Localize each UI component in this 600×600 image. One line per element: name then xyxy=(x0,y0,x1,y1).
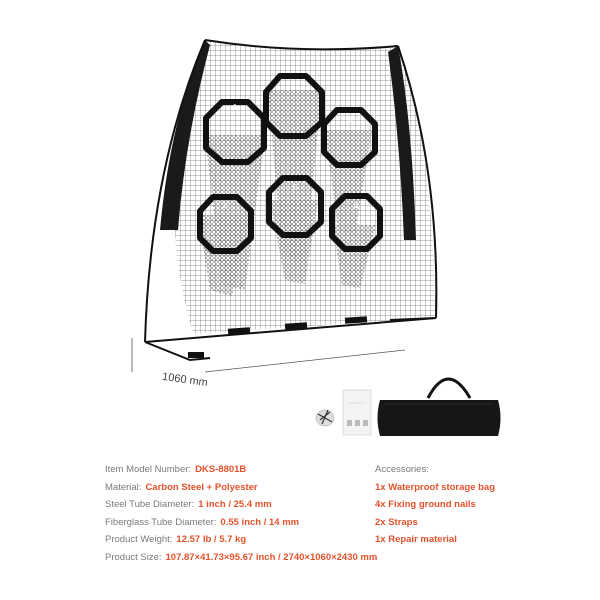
spec-list xyxy=(105,461,377,567)
dimension-label: 1060 mm xyxy=(161,370,209,390)
spec-value: DKS-8801B xyxy=(195,464,247,475)
target-number-2: 2 xyxy=(290,81,296,90)
spec-value: 107.87×41.73×95.67 inch / 2740×1060×2430 mm xyxy=(165,551,378,563)
spec-row-weight xyxy=(105,531,377,549)
spec-value: 1 inch / 25.4 mm xyxy=(198,499,272,511)
spec-row-size xyxy=(105,549,377,567)
accessory-item: 4x Fixing ground nails xyxy=(375,499,476,511)
dimension-line-width xyxy=(205,350,405,372)
spec-value: Carbon Steel + Polyester xyxy=(145,481,258,493)
target-number-1: 1 xyxy=(232,103,238,112)
accessory-item: 1x Repair material xyxy=(375,534,457,546)
target-number-4: 4 xyxy=(222,202,228,211)
spec-row-fiberglass-tube xyxy=(105,514,377,532)
spec-row-model xyxy=(105,461,377,479)
spec-label: Item Model Number: xyxy=(105,464,192,475)
accessories-list xyxy=(375,461,495,549)
spec-label: Product Size: xyxy=(105,551,162,563)
spec-value: 12.57 lb / 5.7 kg xyxy=(176,534,247,546)
spec-label: Steel Tube Diameter: xyxy=(105,499,195,511)
spec-row-material xyxy=(105,479,377,497)
storage-bag-icon xyxy=(378,379,501,436)
repair-material-icon xyxy=(343,390,371,435)
accessory-item: 2x Straps xyxy=(375,516,418,528)
base-sleeve-4 xyxy=(188,352,204,358)
target-number-3: 3 xyxy=(346,115,352,124)
target-number-5: 5 xyxy=(292,183,298,192)
accessories-heading: Accessories: xyxy=(375,464,429,475)
target-number-6: 6 xyxy=(353,201,359,210)
ground-nails-icon xyxy=(316,410,334,426)
accessory-item: 1x Waterproof storage bag xyxy=(375,481,496,493)
spec-row-steel-tube xyxy=(105,496,377,514)
spec-label: Product Weight: xyxy=(105,534,173,546)
spec-label: Fiberglass Tube Diameter: xyxy=(105,516,217,528)
spec-label: Material: xyxy=(105,481,142,493)
spec-value: 0.55 inch / 14 mm xyxy=(220,516,300,528)
